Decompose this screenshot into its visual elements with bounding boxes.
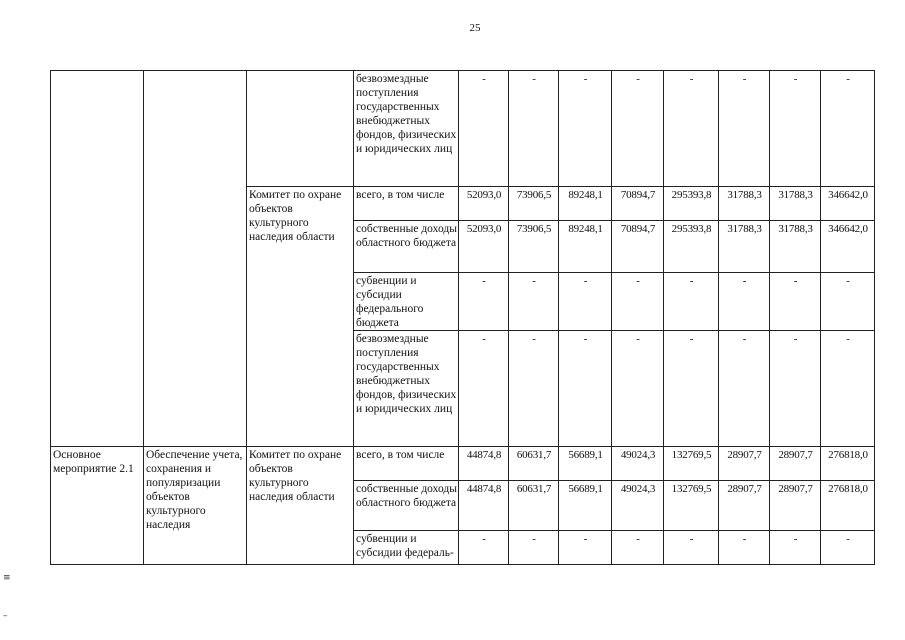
value-cell: - — [719, 273, 770, 331]
value-cell: - — [509, 71, 559, 187]
value-cell: 70894,7 — [612, 187, 664, 221]
value-cell: 89248,1 — [559, 221, 612, 273]
value-cell: - — [664, 71, 719, 187]
value-cell: 132769,5 — [664, 481, 719, 531]
funding-source-cell: всего, в том числе — [354, 447, 459, 481]
funding-source-cell: безвозмездные поступления государственных внебюджетных фондов, физических и юридических лиц — [354, 71, 459, 187]
value-cell: - — [612, 273, 664, 331]
event-cell: Основное мероприятие 2.1 — [51, 447, 144, 565]
value-cell: - — [719, 71, 770, 187]
value-cell: 28907,7 — [719, 481, 770, 531]
value-cell: 56689,1 — [559, 447, 612, 481]
value-cell: - — [821, 331, 875, 447]
margin-mark: ≡ — [3, 573, 11, 583]
funding-source-cell: безвозмездные поступления государственных внебюджетных фондов, физических и юридических лиц — [354, 331, 459, 447]
event-cell — [51, 71, 144, 447]
value-cell: - — [459, 531, 509, 565]
funding-source-cell: всего, в том числе — [354, 187, 459, 221]
value-cell: - — [612, 531, 664, 565]
value-cell: - — [612, 71, 664, 187]
value-cell: 44874,8 — [459, 481, 509, 531]
funding-source-cell: субвенции и субсидии федераль- — [354, 531, 459, 565]
value-cell: 346642,0 — [821, 221, 875, 273]
table-row — [51, 71, 875, 187]
value-cell: 28907,7 — [770, 447, 821, 481]
value-cell: 346642,0 — [821, 187, 875, 221]
value-cell: 73906,5 — [509, 221, 559, 273]
value-cell: 28907,7 — [719, 447, 770, 481]
funding-source-cell: собственные доходы областного бюджета — [354, 481, 459, 531]
value-cell: 132769,5 — [664, 447, 719, 481]
value-cell: 49024,3 — [612, 447, 664, 481]
value-cell: 89248,1 — [559, 187, 612, 221]
funding-source-cell: собственные доходы областного бюджета — [354, 221, 459, 273]
value-cell: 31788,3 — [770, 187, 821, 221]
value-cell: - — [770, 71, 821, 187]
value-cell: - — [459, 273, 509, 331]
value-cell: 73906,5 — [509, 187, 559, 221]
value-cell: 52093,0 — [459, 221, 509, 273]
value-cell: - — [509, 531, 559, 565]
value-cell: 60631,7 — [509, 447, 559, 481]
value-cell: 295393,8 — [664, 221, 719, 273]
value-cell: - — [509, 331, 559, 447]
value-cell: 56689,1 — [559, 481, 612, 531]
value-cell: 60631,7 — [509, 481, 559, 531]
value-cell: 49024,3 — [612, 481, 664, 531]
value-cell: - — [821, 273, 875, 331]
executor-cell: Комитет по охране объектов культурного наследия области — [247, 447, 354, 565]
funding-source-cell: субвенции и субсидии федерального бюджета — [354, 273, 459, 331]
value-cell: 28907,7 — [770, 481, 821, 531]
value-cell: - — [559, 71, 612, 187]
event-name-cell: Обеспечение учета, сохранения и популяризации объектов культурного наследия — [144, 447, 247, 565]
value-cell: - — [509, 273, 559, 331]
value-cell: - — [719, 331, 770, 447]
value-cell: 31788,3 — [719, 187, 770, 221]
value-cell: 70894,7 — [612, 221, 664, 273]
value-cell: - — [559, 273, 612, 331]
value-cell: 44874,8 — [459, 447, 509, 481]
value-cell: - — [459, 331, 509, 447]
executor-cell — [247, 71, 354, 187]
margin-mark: – — [3, 611, 8, 621]
value-cell: - — [821, 531, 875, 565]
value-cell: - — [719, 531, 770, 565]
value-cell: - — [612, 331, 664, 447]
value-cell: - — [559, 531, 612, 565]
funding-table — [50, 70, 875, 565]
value-cell: 52093,0 — [459, 187, 509, 221]
value-cell: - — [770, 531, 821, 565]
value-cell: 276818,0 — [821, 481, 875, 531]
page-number: 25 — [469, 22, 481, 34]
executor-cell: Комитет по охране объектов культурного наследия области — [247, 187, 354, 447]
value-cell: - — [664, 273, 719, 331]
value-cell: - — [770, 273, 821, 331]
value-cell: - — [770, 331, 821, 447]
value-cell: - — [459, 71, 509, 187]
value-cell: 31788,3 — [719, 221, 770, 273]
event-name-cell — [144, 71, 247, 447]
value-cell: - — [559, 331, 612, 447]
table-row — [51, 447, 875, 481]
value-cell: 31788,3 — [770, 221, 821, 273]
value-cell: - — [664, 531, 719, 565]
value-cell: 276818,0 — [821, 447, 875, 481]
value-cell: - — [664, 331, 719, 447]
value-cell: - — [821, 71, 875, 187]
value-cell: 295393,8 — [664, 187, 719, 221]
